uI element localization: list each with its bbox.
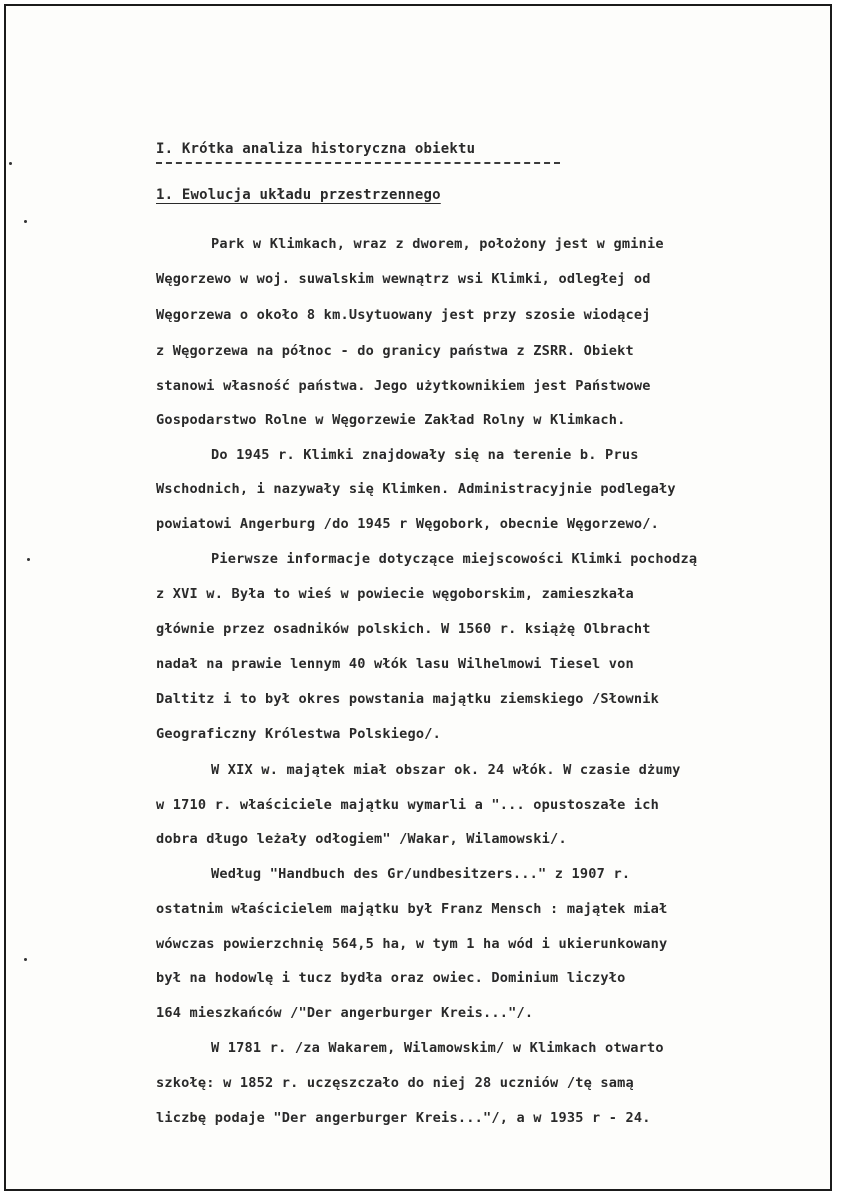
text-line: wówczas powierzchnię 564,5 ha, w tym 1 ha wód i ukierunkowany [156,936,668,952]
text-line: głównie przez osadników polskich. W 1560 r. książę Olbracht [156,621,651,637]
text-line: Geograficzny Królestwa Polskiego/. [156,726,442,742]
margin-mark [27,558,30,561]
text-line: W XIX w. majątek miał obszar ok. 24 włók. W czasie dżumy [211,762,681,778]
text-line: powiatowi Angerburg /do 1945 r Węgobork, obecnie Węgorzewo/. [156,516,660,532]
text-line: 164 mieszkańców /"Der angerburger Kreis..."/. [156,1005,534,1021]
text-line: stanowi własność państwa. Jego użytkownikiem jest Państwowe [156,378,651,394]
text-line: dobra długo leżały odłogiem" /Wakar, Wilamowski/. [156,831,567,847]
margin-mark [24,220,27,223]
main-heading-underline [156,162,560,164]
text-line: W 1781 r. /za Wakarem, Wilamowskim/ w Klimkach otwarto [211,1040,664,1056]
text-line: nadał na prawie lennym 40 włók lasu Wilhelmowi Tiesel von [156,656,634,672]
text-line: szkołę: w 1852 r. uczęszczało do niej 28 uczniów /tę samą [156,1075,634,1091]
text-line: Park w Klimkach, wraz z dworem, położony jest w gminie [211,236,664,252]
text-line: ostatnim właścicielem majątku był Franz Mensch : majątek miał [156,901,668,917]
section-heading: 1. Ewolucja układu przestrzennego [156,187,441,203]
text-line: Pierwsze informacje dotyczące miejscowości Klimki pochodzą [211,551,698,567]
document-content [6,6,830,1189]
text-line: z XVI w. Była to wieś w powiecie węgoborskim, zamieszkała [156,586,634,602]
text-line: w 1710 r. właściciele majątku wymarli a "... opustoszałe ich [156,797,660,813]
text-line: był na hodowlę i tucz bydła oraz owiec. Dominium liczyło [156,970,626,986]
margin-mark [9,162,12,165]
text-line: z Węgorzewa na północ - do granicy państwa z ZSRR. Obiekt [156,343,634,359]
main-heading: I. Krótka analiza historyczna obiektu [156,141,476,157]
text-line: Wschodnich, i nazywały się Klimken. Administracyjnie podlegały [156,481,676,497]
text-line: liczbę podaje "Der angerburger Kreis..."/, a w 1935 r - 24. [156,1110,651,1126]
text-line: Węgorzewa o około 8 km.Usytuowany jest przy szosie wiodącej [156,307,651,323]
document-page [4,4,832,1191]
text-line: Do 1945 r. Klimki znajdowały się na terenie b. Prus [211,447,639,463]
text-line: Gospodarstwo Rolne w Węgorzewie Zakład Rolny w Klimkach. [156,412,626,428]
margin-mark [24,958,27,961]
text-line: Według "Handbuch des Gr/undbesitzers..." z 1907 r. [211,866,631,882]
text-line: Daltitz i to był okres powstania majątku ziemskiego /Słownik [156,691,660,707]
text-line: Węgorzewo w woj. suwalskim wewnątrz wsi Klimki, odległej od [156,271,651,287]
